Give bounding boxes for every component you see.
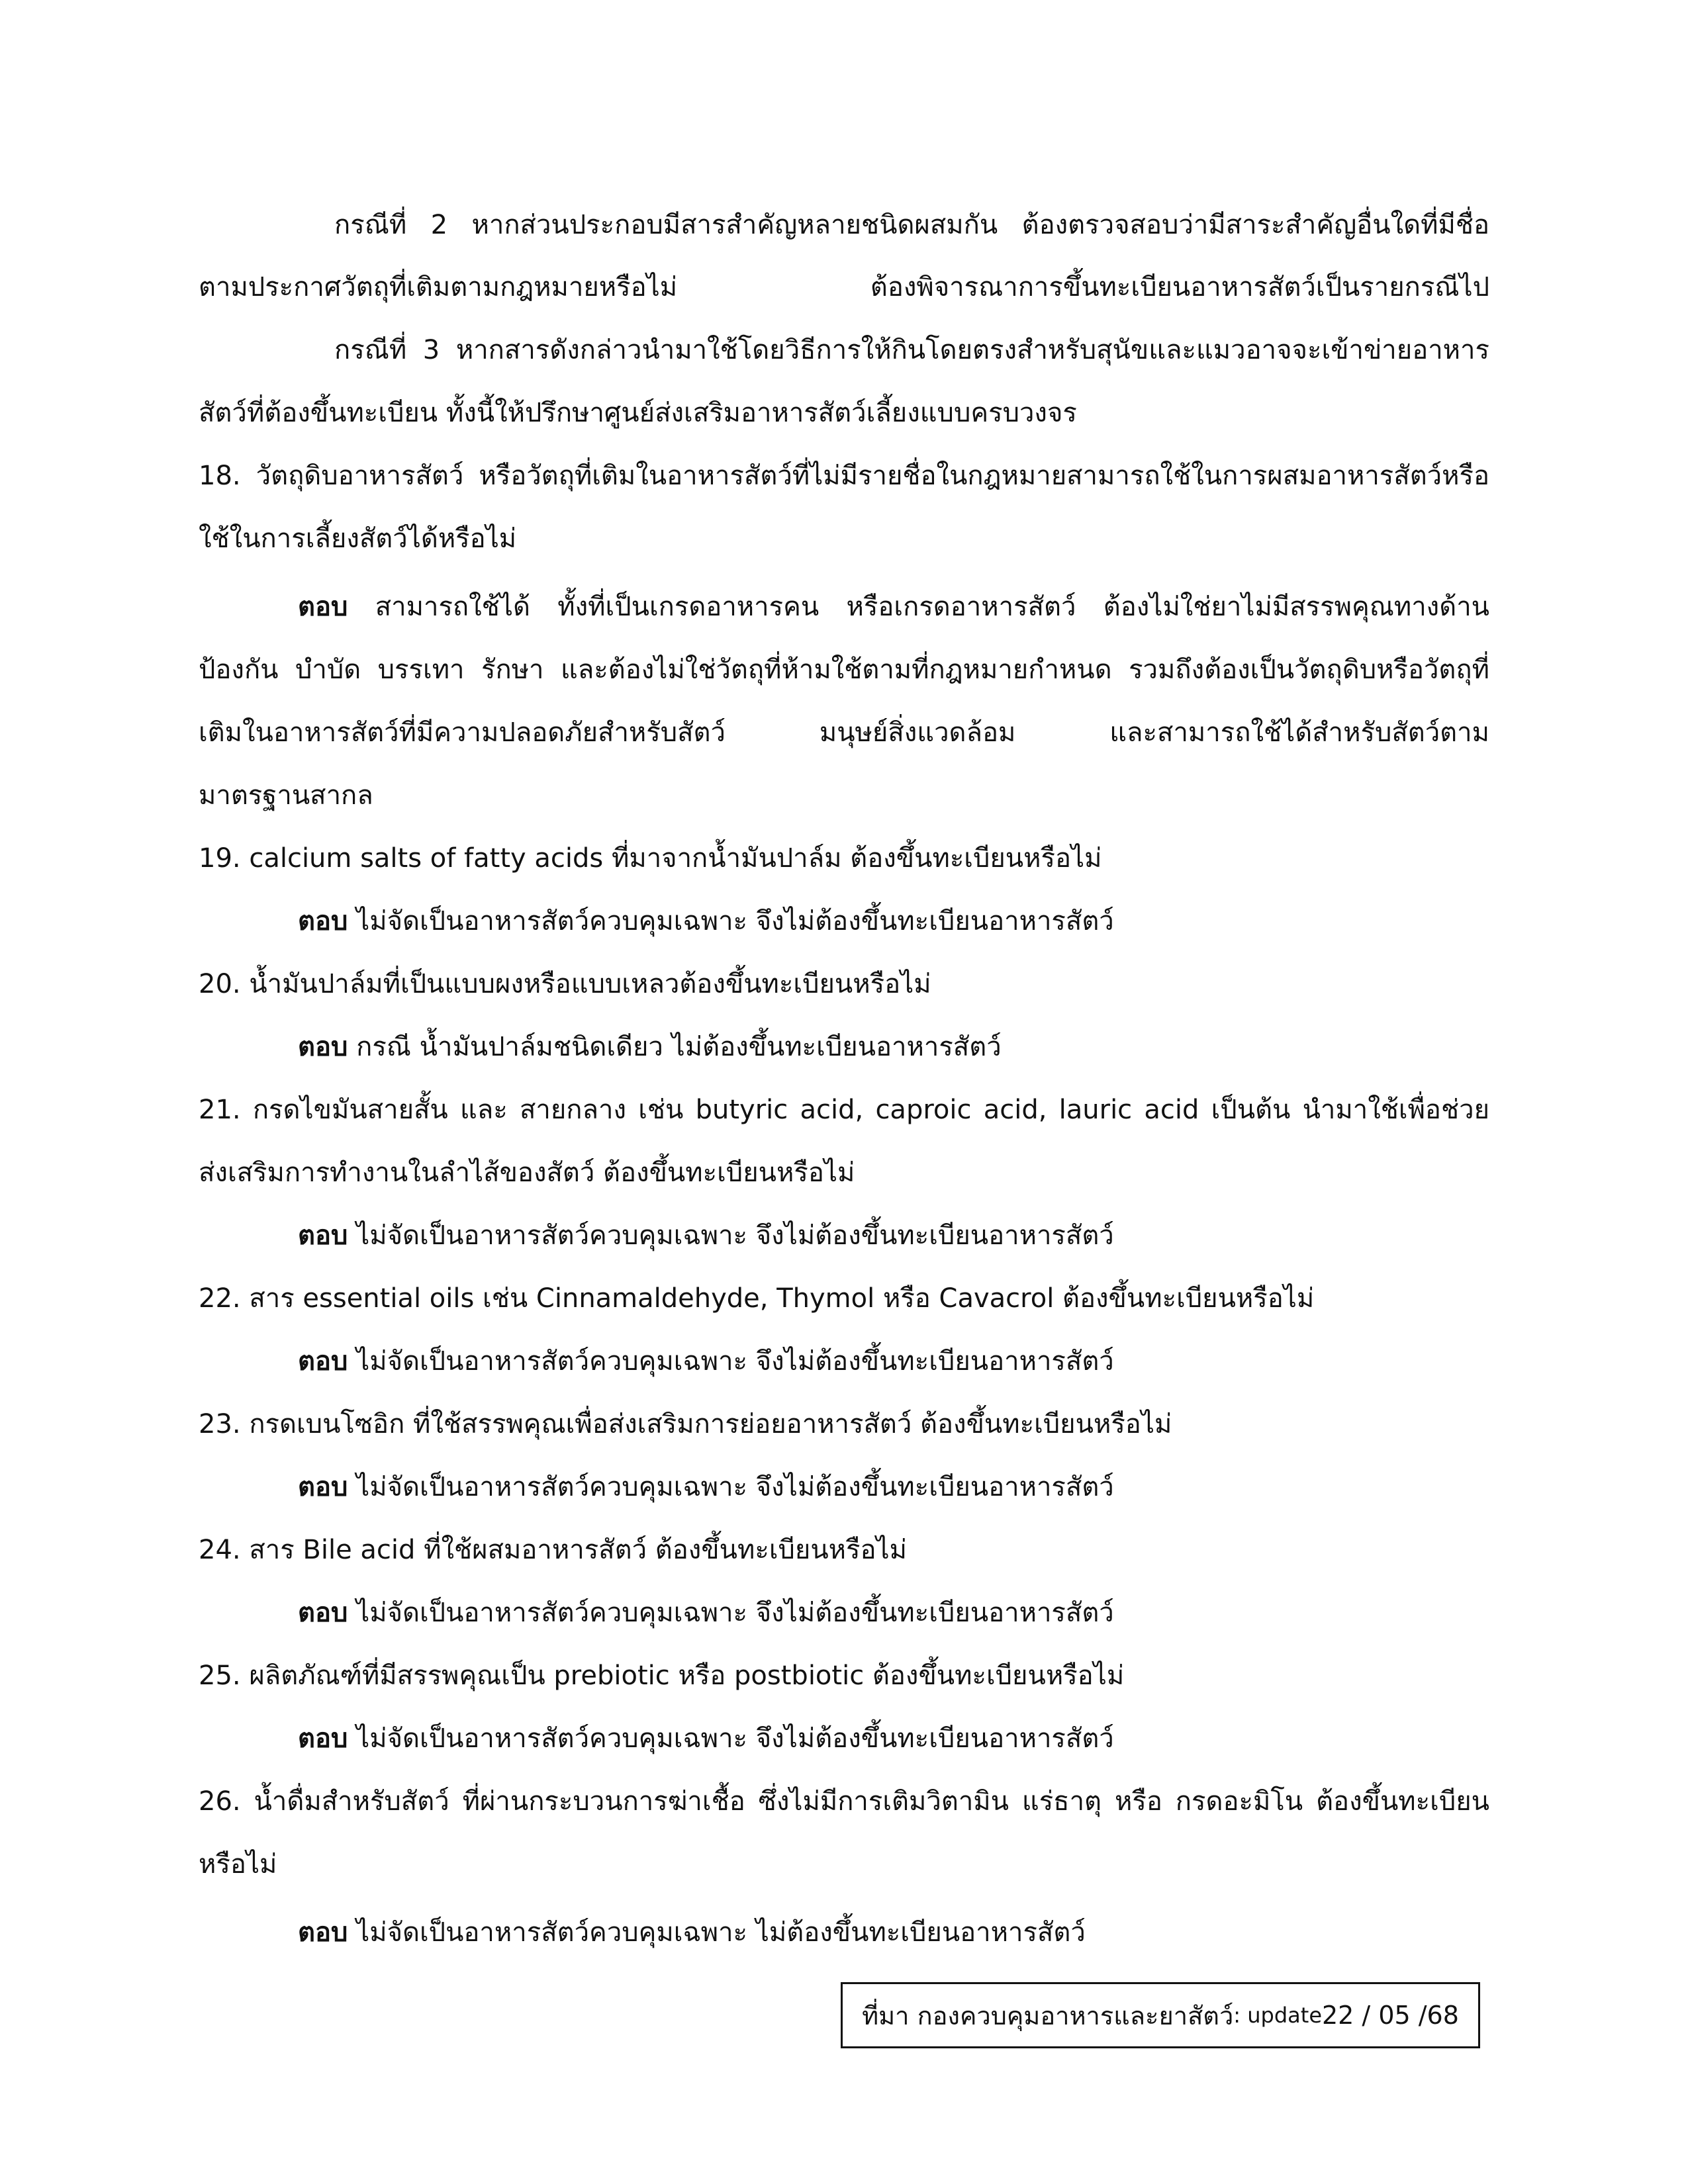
question-23: 23. กรดเบนโซอิก ที่ใช้สรรพคุณเพื่อส่งเสริมการย่อยอาหารสัตว์ ต้องขึ้นทะเบียนหรือไม่: [199, 1409, 1172, 1439]
question-20: 20. น้ำมันปาล์มที่เป็นแบบผงหรือแบบเหลวต้องขึ้นทะเบียนหรือไม่: [199, 969, 931, 999]
source-box: [841, 1982, 1480, 2048]
answer-26: [298, 1911, 1489, 1954]
answer-20: [298, 1026, 1489, 1068]
answer-label: ตอบ: [298, 1472, 348, 1502]
answer-text: ไม่จัดเป็นอาหารสัตว์ควบคุมเฉพาะ ไม่ต้องขึ้นทะเบียนอาหารสัตว์: [348, 1917, 1086, 1948]
answer-text: ไม่จัดเป็นอาหารสัตว์ควบคุมเฉพาะ จึงไม่ต้องขึ้นทะเบียนอาหารสัตว์: [348, 1598, 1114, 1628]
question-18-line-1: 18. วัตถุดิบอาหารสัตว์ หรือวัตถุที่เติมในอาหารสัตว์ที่ไม่มีรายชื่อในกฎหมายสามารถใช้ในการผสมอาหารสัตว์หรือ: [199, 461, 1489, 491]
question-26-line-2: หรือไม่: [199, 1849, 277, 1880]
case-3-line-2: สัตว์ที่ต้องขึ้นทะเบียน ทั้งนี้ให้ปรึกษาศูนย์ส่งเสริมอาหารสัตว์เลี้ยงแบบครบวงจร: [199, 398, 1077, 428]
answer-24: [298, 1592, 1489, 1634]
question-19: 19. calcium salts of fatty acids ที่มาจากน้ำมันปาล์ม ต้องขึ้นทะเบียนหรือไม่: [199, 843, 1102, 874]
answer-23: [298, 1466, 1489, 1508]
answer-label: ตอบ: [298, 592, 348, 622]
answer-label: ตอบ: [298, 906, 348, 936]
answer-label: ตอบ: [298, 1917, 348, 1948]
answer-label: ตอบ: [298, 1220, 348, 1251]
answer-18-line-2: ป้องกัน บำบัด บรรเทา รักษา และต้องไม่ใช่วัตถุที่ห้ามใช้ตามที่กฎหมายกำหนด รวมถึงต้องเป็นวัตถุดิบหรือวัตถุที่: [199, 655, 1489, 685]
answer-text: ไม่จัดเป็นอาหารสัตว์ควบคุมเฉพาะ จึงไม่ต้องขึ้นทะเบียนอาหารสัตว์: [348, 1723, 1114, 1754]
answer-21: [298, 1214, 1489, 1257]
question-24: 24. สาร Bile acid ที่ใช้ผสมอาหารสัตว์ ต้องขึ้นทะเบียนหรือไม่: [199, 1535, 908, 1565]
question-22: 22. สาร essential oils เช่น Cinnamaldehyde, Thymol หรือ Cavacrol ต้องขึ้นทะเบียนหรือไม่: [199, 1283, 1315, 1314]
question-26-line-1: 26. น้ำดื่มสำหรับสัตว์ ที่ผ่านกระบวนการฆ่าเชื้อ ซึ่งไม่มีการเติมวิตามิน แร่ธาตุ หรือ กรดอะมิโน ต้องขึ้นทะเบียน: [199, 1786, 1489, 1817]
answer-22: [298, 1340, 1489, 1383]
answer-text: กรณี น้ำมันปาล์มชนิดเดียว ไม่ต้องขึ้นทะเบียนอาหารสัตว์: [348, 1032, 1002, 1062]
question-25: 25. ผลิตภัณฑ์ที่มีสรรพคุณเป็น prebiotic หรือ postbiotic ต้องขึ้นทะเบียนหรือไม่: [199, 1661, 1125, 1691]
answer-18-line-3: เติมในอาหารสัตว์ที่มีความปลอดภัยสำหรับสัตว์ มนุษย์สิ่งแวดล้อม และสามารถใช้ได้สำหรับสัตว์ตาม: [199, 717, 1489, 748]
answer-label: ตอบ: [298, 1723, 348, 1754]
answer-text: ไม่จัดเป็นอาหารสัตว์ควบคุมเฉพาะ จึงไม่ต้องขึ้นทะเบียนอาหารสัตว์: [348, 906, 1114, 936]
answer-label: ตอบ: [298, 1032, 348, 1062]
question-21-line-1: 21. กรดไขมันสายสั้น และ สายกลาง เช่น butyric acid, caproic acid, lauric acid เป็นต้น นำมาใช้เพื่อช่วย: [199, 1095, 1489, 1125]
source-label: ที่มา กองควบคุมอาหารและยาสัตว์: [862, 2001, 1234, 2030]
answer-label: ตอบ: [298, 1346, 348, 1377]
source-update-label: : update: [1233, 2003, 1322, 2028]
answer-19: [298, 900, 1489, 942]
answer-18-line-4: มาตรฐานสากล: [199, 780, 373, 811]
answer-25: [298, 1717, 1489, 1760]
case-3-line-1: กรณีที่ 3 หากสารดังกล่าวนำมาใช้โดยวิธีการให้กินโดยตรงสำหรับสุนัขและแมวอาจจะเข้าข่ายอาหาร: [334, 335, 1489, 365]
question-18-line-2: ใช้ในการเลี้ยงสัตว์ได้หรือไม่: [199, 523, 517, 554]
source-date: 22 / 05 /68: [1322, 2001, 1459, 2030]
answer-text: ไม่จัดเป็นอาหารสัตว์ควบคุมเฉพาะ จึงไม่ต้องขึ้นทะเบียนอาหารสัตว์: [348, 1472, 1114, 1502]
answer-label: ตอบ: [298, 1598, 348, 1628]
answer-text: สามารถใช้ได้ ทั้งที่เป็นเกรดอาหารคน หรือเกรดอาหารสัตว์ ต้องไม่ใช่ยาไม่มีสรรพคุณทางด้าน: [348, 592, 1489, 622]
answer-text: ไม่จัดเป็นอาหารสัตว์ควบคุมเฉพาะ จึงไม่ต้องขึ้นทะเบียนอาหารสัตว์: [348, 1220, 1114, 1251]
answer-18-line-1: [298, 586, 1489, 628]
question-21-line-2: ส่งเสริมการทำงานในลำไส้ของสัตว์ ต้องขึ้นทะเบียนหรือไม่: [199, 1158, 855, 1188]
case-2-line-2: ตามประกาศวัตถุที่เติมตามกฎหมายหรือไม่ ต้องพิจารณาการขึ้นทะเบียนอาหารสัตว์เป็นรายกรณีไป: [199, 272, 1489, 302]
case-2-line-1: กรณีที่ 2 หากส่วนประกอบมีสารสำคัญหลายชนิดผสมกัน ต้องตรวจสอบว่ามีสาระสำคัญอื่นใดที่มีชื่อ: [334, 210, 1489, 240]
answer-text: ไม่จัดเป็นอาหารสัตว์ควบคุมเฉพาะ จึงไม่ต้องขึ้นทะเบียนอาหารสัตว์: [348, 1346, 1114, 1377]
